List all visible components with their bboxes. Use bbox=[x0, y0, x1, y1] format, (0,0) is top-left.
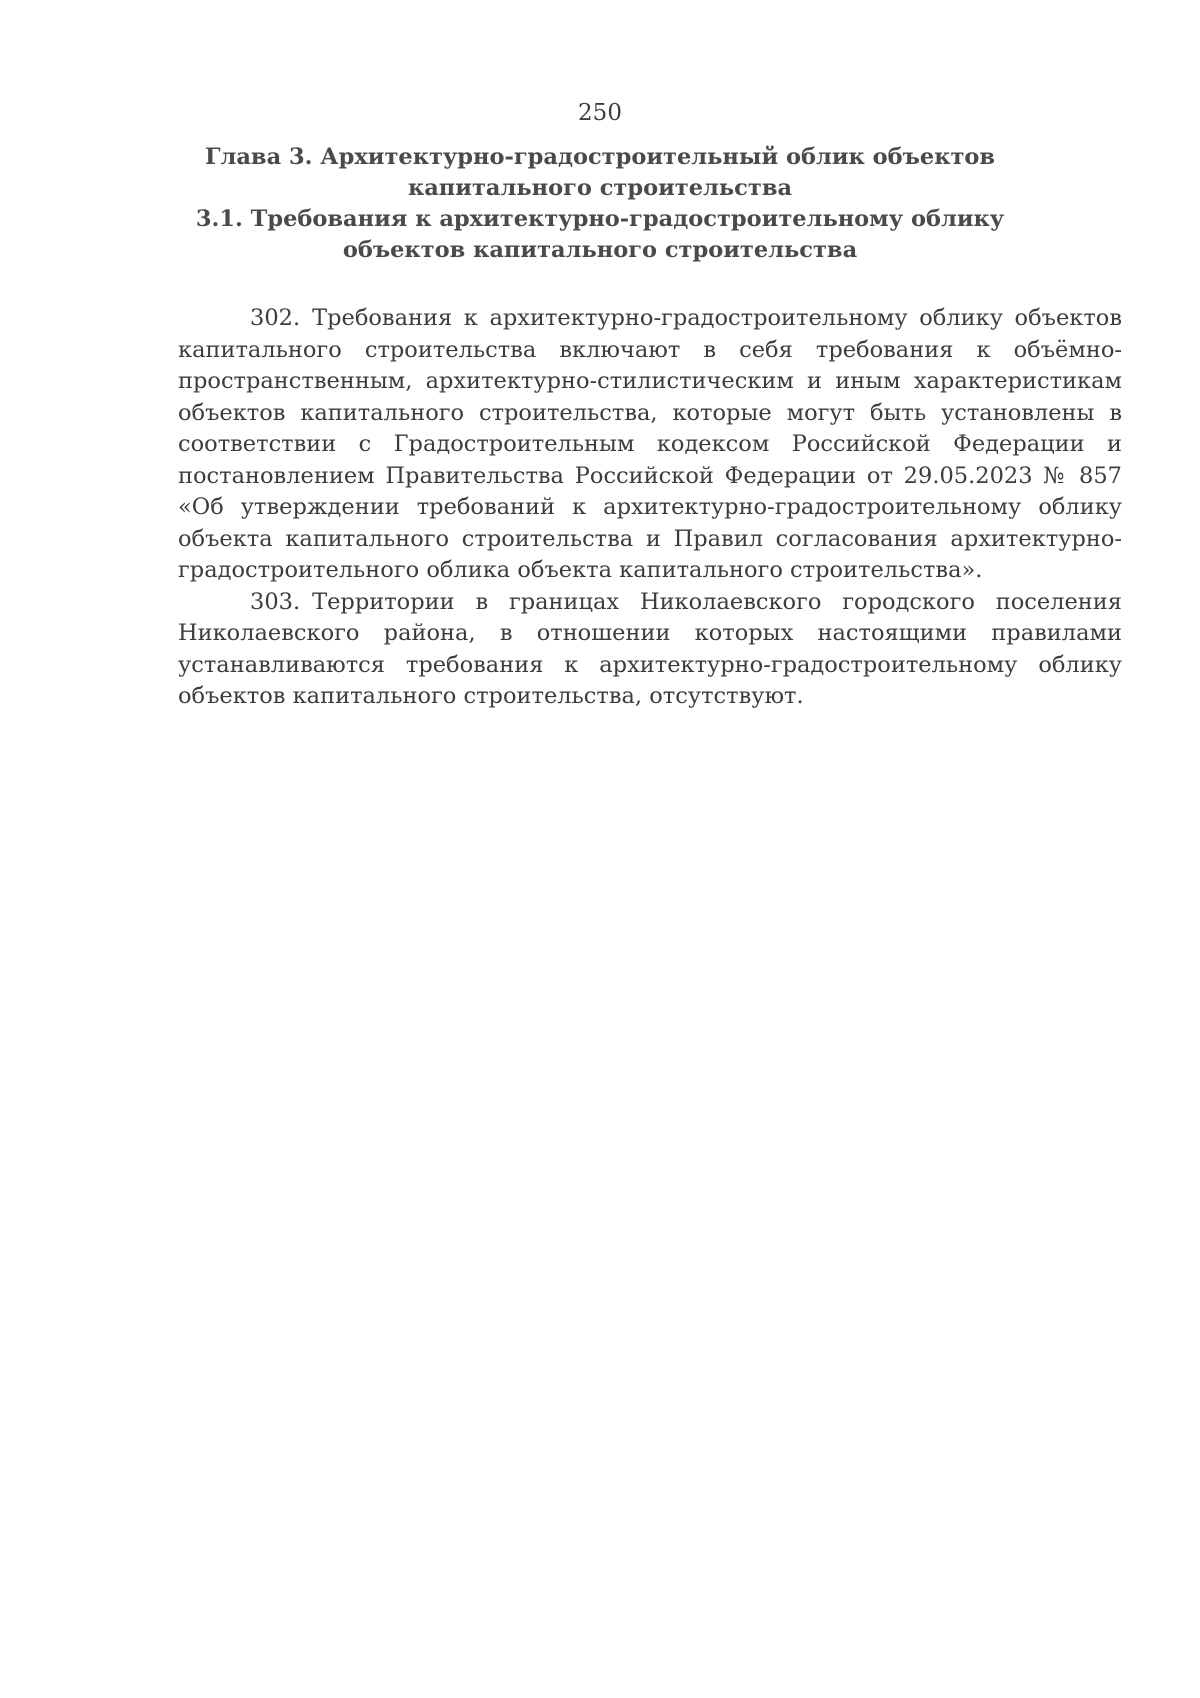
paragraph-302 bbox=[178, 303, 1122, 587]
page-number: 250 bbox=[578, 100, 622, 126]
headings-block bbox=[160, 142, 1040, 266]
paragraph-303 bbox=[178, 587, 1122, 713]
paragraph-text: Территории в границах Николаевского городского поселения Николаевского района, в отношении которых настоящими правилами устанавливаются требования к архитектурно-градостроительному облику объектов капитального строительства, отсутствуют. bbox=[178, 588, 1122, 709]
section-heading: 3.1. Требования к архитектурно-градостроительному облику объектов капитального строительства bbox=[195, 206, 1005, 263]
paragraph-text: Требования к архитектурно-градостроительному облику объектов капитального строительства включают в себя требования к объёмно-пространственным, архитектурно-стилистическим и иным характеристикам объектов капитального строительства, которые могут быть установлены в соответствии с Градостроительным кодексом Российской Федерации и постановлением Правительства Российской Федерации от 29.05.2023 № 857 «Об утверждении требований к архитектурно-градостроительному облику объекта капитального строительства и Правил согласования архитектурно-градостроительного облика объекта капитального строительства». bbox=[178, 305, 1122, 583]
chapter-heading: Глава 3. Архитектурно-градостроительный облик объектов капитального строительства bbox=[204, 144, 996, 201]
paragraph-number: 302. bbox=[250, 305, 301, 331]
paragraph-number: 303. bbox=[250, 588, 301, 615]
body-text bbox=[178, 303, 1122, 713]
